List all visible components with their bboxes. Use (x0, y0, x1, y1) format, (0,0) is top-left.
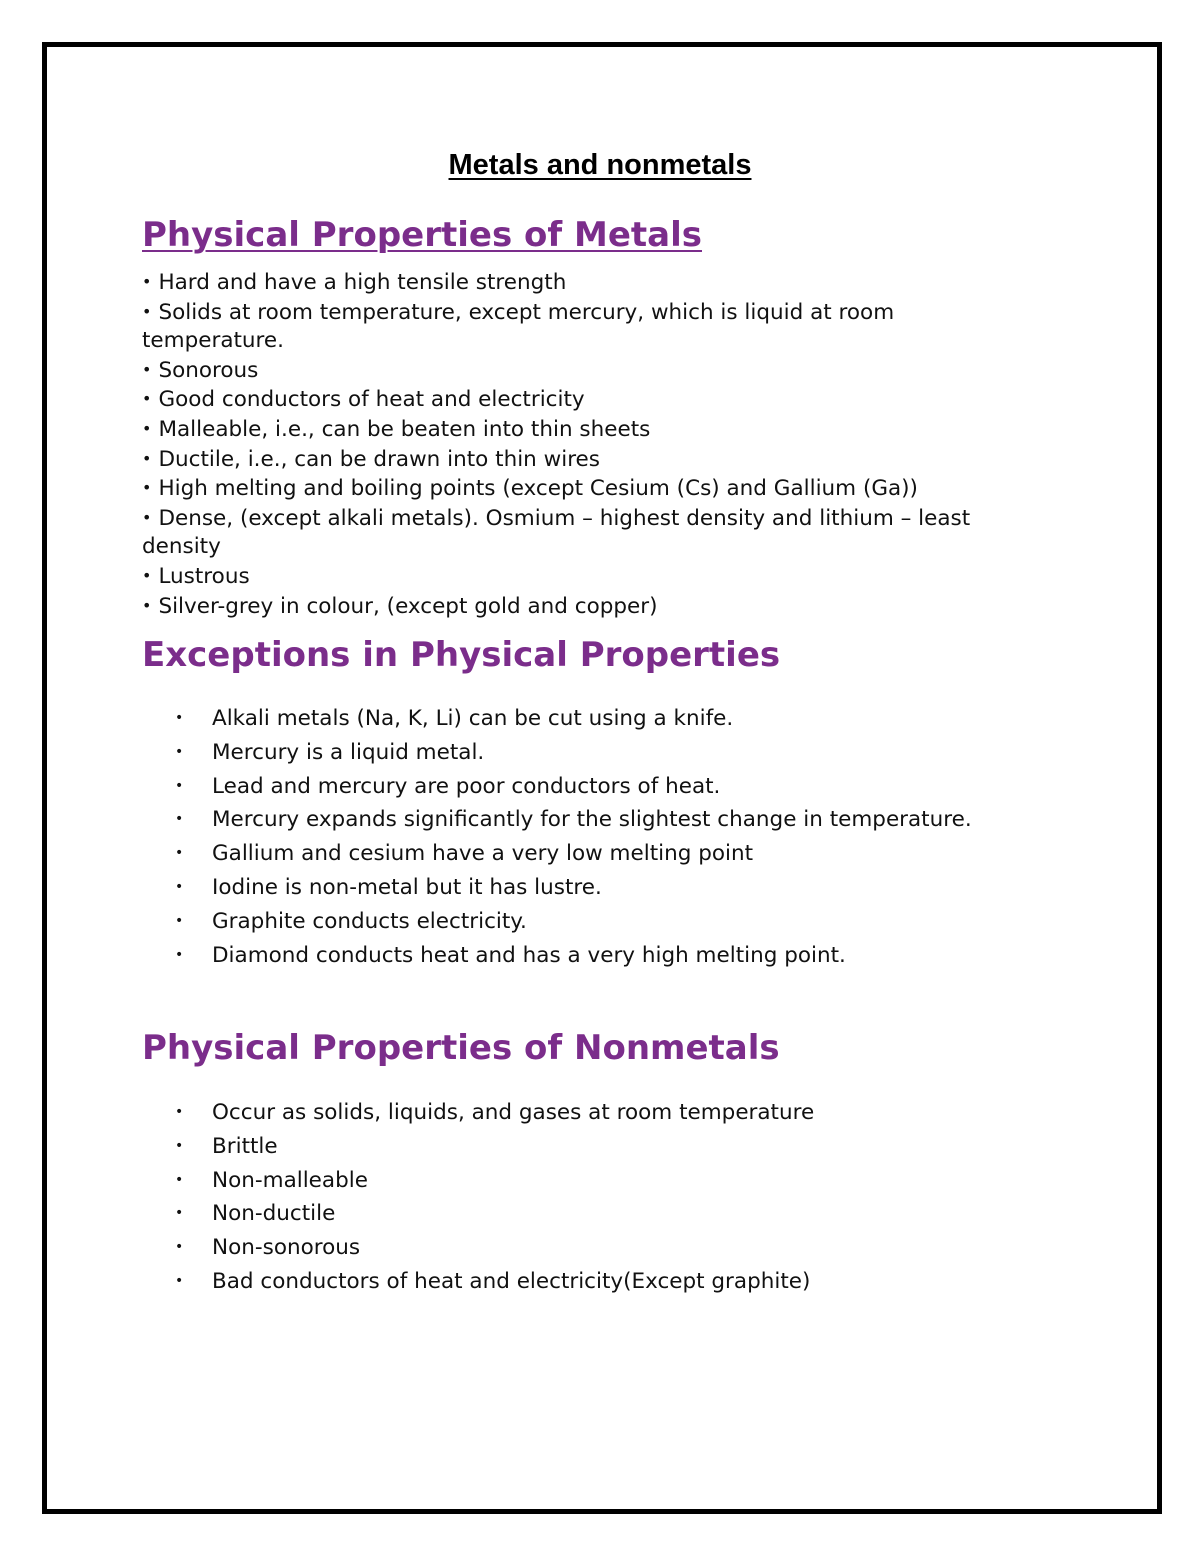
exceptions-list (142, 702, 1082, 972)
list-item: • Malleable, i.e., can be beaten into thin sheets (142, 416, 651, 442)
list-item: • Iodine is non-metal but it has lustre. (175, 874, 602, 900)
list-item: • Bad conductors of heat and electricity(Except graphite) (175, 1268, 811, 1294)
heading-exceptions: Exceptions in Physical Properties (142, 635, 781, 675)
document-title: Metals and nonmetals (448, 149, 752, 181)
list-item: • Non-malleable (175, 1167, 368, 1193)
list-item: • Graphite conducts electricity. (175, 908, 527, 934)
list-item: • Alkali metals (Na, K, Li) can be cut using a knife. (175, 706, 734, 731)
list-item: • Hard and have a high tensile strength (142, 270, 567, 295)
list-item: • Brittle (175, 1133, 278, 1159)
list-item: • Mercury expands significantly for the slightest change in temperature. (175, 807, 972, 833)
list-item: • Lustrous (142, 563, 250, 589)
list-item: • Diamond conducts heat and has a very high melting point. (175, 942, 846, 968)
nonmetals-properties-list (142, 1096, 1082, 1299)
list-item: • Dense, (except alkali metals). Osmium – highest density and lithium – least density (142, 505, 971, 560)
list-item: • Non-sonorous (175, 1235, 361, 1261)
list-item: • Sonorous (142, 357, 259, 383)
list-item: • Ductile, i.e., can be drawn into thin wires (142, 446, 600, 472)
heading-metals: Physical Properties of Metals (142, 215, 702, 255)
list-item: • Non-ductile (175, 1201, 336, 1227)
list-item: • Good conductors of heat and electricity (142, 387, 585, 413)
list-item: • Lead and mercury are poor conductors of heat. (175, 773, 721, 799)
heading-nonmetals: Physical Properties of Nonmetals (142, 1028, 780, 1068)
list-item: • Gallium and cesium have a very low melting point (175, 841, 754, 867)
list-item: • Occur as solids, liquids, and gases at room temperature (175, 1100, 815, 1125)
list-item: • Silver-grey in colour, (except gold and copper) (142, 593, 658, 619)
metals-properties-list (142, 268, 1022, 621)
list-item: • High melting and boiling points (except Cesium (Cs) and Gallium (Ga)) (142, 476, 918, 502)
list-item: • Solids at room temperature, except mercury, which is liquid at room temperature. (142, 299, 895, 354)
list-item: • Mercury is a liquid metal. (175, 739, 485, 765)
